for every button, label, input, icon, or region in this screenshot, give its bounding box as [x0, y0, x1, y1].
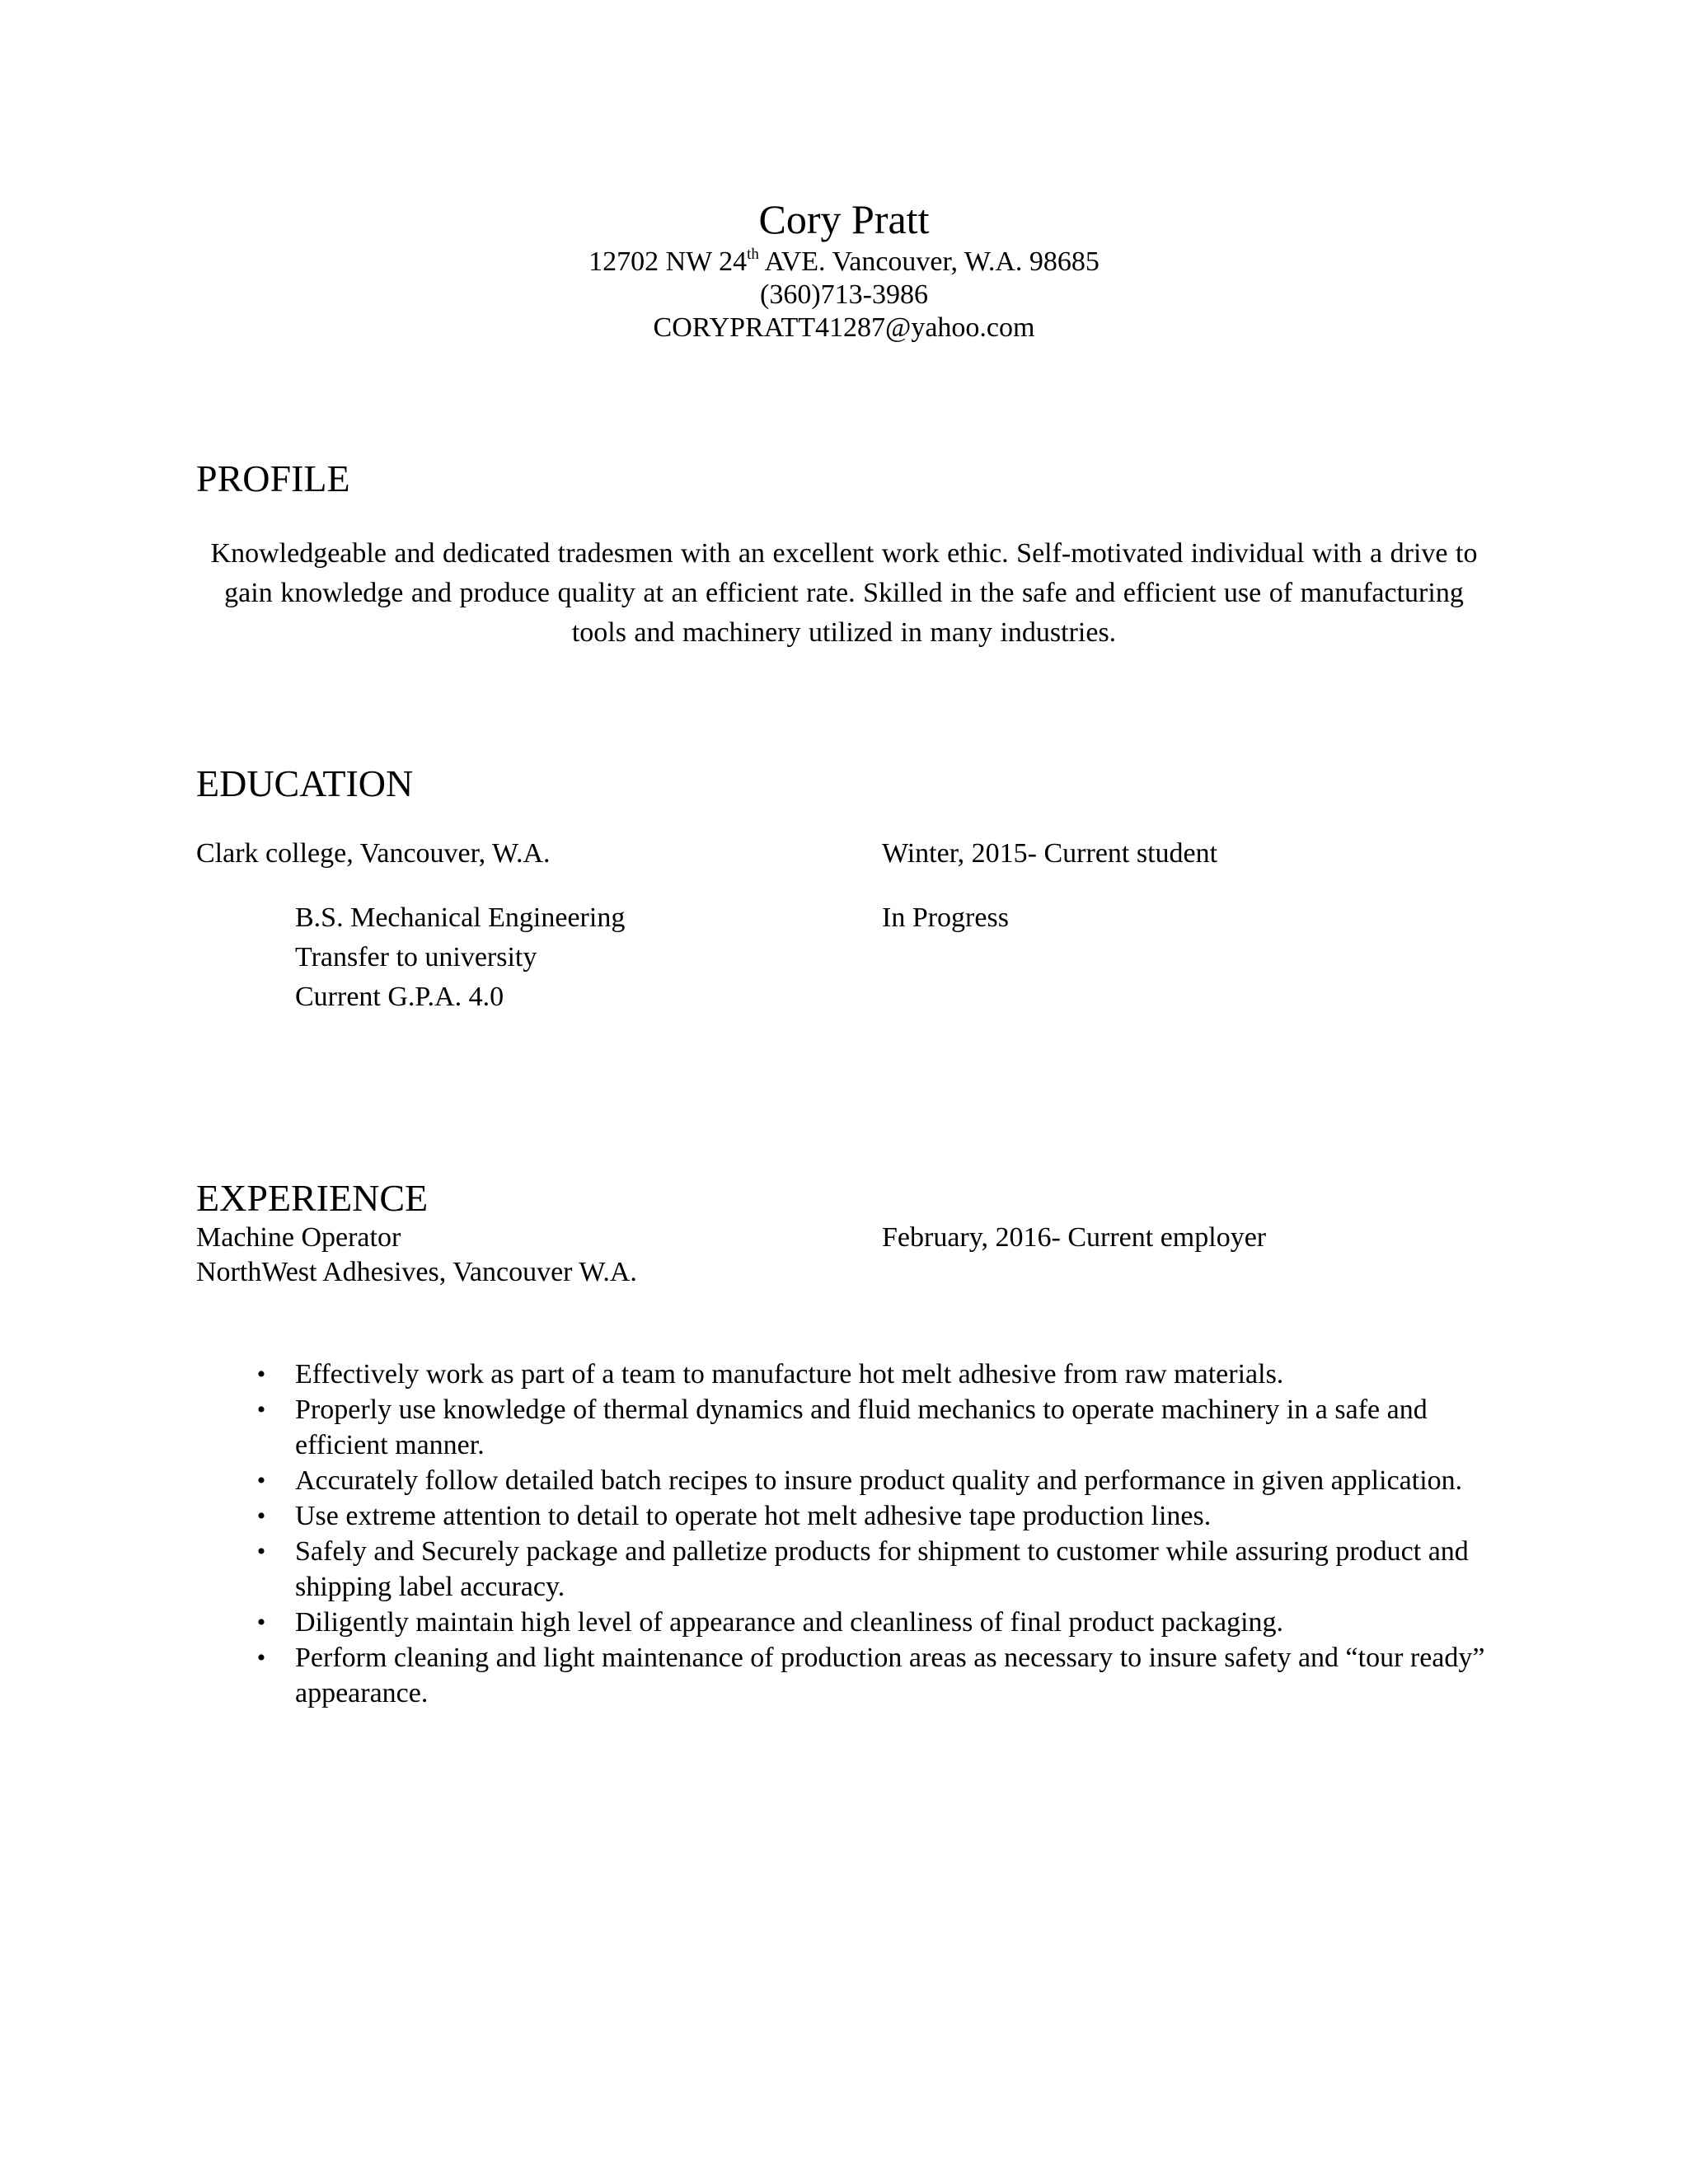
duty-text: Perform cleaning and light maintenance of production areas as necessary to insure safety and “tour ready” appearance. — [295, 1643, 1485, 1708]
duty-item — [196, 1498, 1490, 1534]
duty-text: Use extreme attention to detail to operate hot melt adhesive tape production lines. — [295, 1501, 1212, 1531]
education-status: In Progress — [882, 902, 1009, 933]
duty-text: Diligently maintain high level of appearance and cleanliness of final product packaging. — [295, 1607, 1284, 1638]
job-company: NorthWest Adhesives, Vancouver W.A. — [196, 1257, 637, 1287]
job-title: Machine Operator — [196, 1222, 401, 1253]
duty-text: Accurately follow detailed batch recipes to insure product quality and performance in given application. — [295, 1465, 1463, 1496]
education-degree: B.S. Mechanical Engineering — [295, 902, 626, 933]
duties-list — [196, 1357, 1490, 1711]
education-transfer: Transfer to university — [295, 942, 537, 972]
bullet-icon: • — [256, 1467, 266, 1494]
bullet-icon: • — [256, 1644, 266, 1671]
job-dates: February, 2016- Current employer — [882, 1222, 1267, 1253]
contact-phone: (360)713-3986 — [760, 279, 928, 310]
profile-heading: PROFILE — [196, 457, 350, 499]
duty-item — [196, 1463, 1490, 1498]
contact-address — [0, 246, 1688, 279]
duty-text: Effectively work as part of a team to manufacture hot melt adhesive from raw materials. — [295, 1359, 1284, 1390]
contact-email: CORYPRATT41287@yahoo.com — [653, 312, 1035, 343]
bullet-icon: • — [256, 1609, 266, 1636]
profile-summary: Knowledgeable and dedicated tradesmen with an excellent work ethic. Self-motivated individual with a drive to gain knowledge and produce quality at an efficient rate. Skilled in the safe and efficient use of manufacturing tools and machinery utilized in many industries. — [210, 538, 1478, 648]
education-dates: Winter, 2015- Current student — [882, 838, 1218, 869]
education-gpa: Current G.P.A. 4.0 — [295, 982, 504, 1012]
education-heading: EDUCATION — [196, 762, 414, 804]
bullet-icon: • — [256, 1538, 266, 1565]
duty-text: Safely and Securely package and palletize products for shipment to customer while assuring product and shipping label accuracy. — [295, 1536, 1469, 1602]
bullet-icon: • — [256, 1396, 266, 1423]
duty-item — [196, 1605, 1490, 1640]
duty-item — [196, 1357, 1490, 1392]
resume-name: Cory Pratt — [758, 196, 930, 242]
address-part: AVE. Vancouver, W.A. 98685 — [758, 246, 1100, 277]
duty-item — [196, 1392, 1490, 1463]
address-part: 12702 NW 24 — [588, 246, 748, 277]
address-superscript: th — [747, 246, 759, 263]
duty-text: Properly use knowledge of thermal dynamics and fluid mechanics to operate machinery in a safe and efficient manner. — [295, 1394, 1428, 1460]
experience-heading: EXPERIENCE — [196, 1177, 429, 1219]
duty-item — [196, 1640, 1490, 1711]
bullet-icon: • — [256, 1502, 266, 1530]
duty-item — [196, 1534, 1490, 1605]
bullet-icon: • — [256, 1361, 266, 1388]
education-school: Clark college, Vancouver, W.A. — [196, 838, 551, 869]
